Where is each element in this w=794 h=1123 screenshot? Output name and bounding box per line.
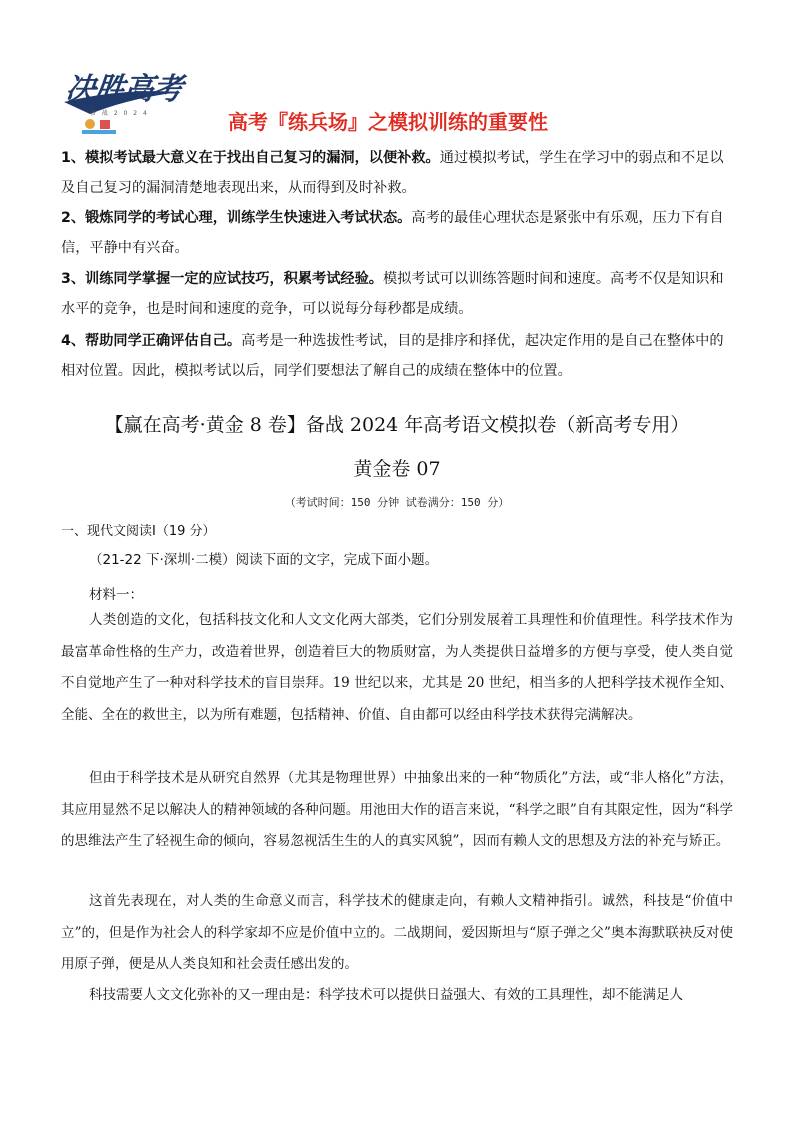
section-instruction: （21-22 下·深圳·二模）阅读下面的文字，完成下面小题。: [89, 552, 439, 568]
banner-title: 高考『练兵场』之模拟训练的重要性: [228, 110, 548, 134]
point-2-text: 高考的最佳心理状态是紧张中有乐观，压力下有自信，平静中有兴奋。: [61, 210, 724, 256]
point-3: [61, 264, 733, 324]
material-label: 材料一：: [89, 587, 143, 603]
exam-subtitle: 黄金卷 07: [353, 458, 441, 480]
section-heading: 一、现代文阅读Ⅰ（19 分）: [61, 524, 216, 539]
exam-info: （考试时间：150 分钟 试卷满分：150 分）: [284, 496, 510, 509]
paragraph-2: 但由于科学技术是从研究自然界（尤其是物理世界）中抽象出来的一种“物质化”方法，或“非人格化”方法，其应用显然不足以解决人的精神领域的各种问题。用池田大作的语言来说，“科学之眼”自有其限定性，因为“科学的思维法产生了轻视生命的倾向，容易忽视活生生的人的真实风貌”，因而有赖人文的思想及方法的补充与矫正。: [61, 770, 733, 849]
point-1: [61, 143, 733, 203]
point-3-bold: 3、训练同学掌握一定的应试技巧，积累考试经验。: [61, 271, 383, 287]
logo-text: 决胜高考: [63, 72, 184, 107]
point-2-bold: 2、锻炼同学的考试心理，训练学生快速进入考试状态。: [61, 210, 412, 226]
point-4-bold: 4、帮助同学正确评估自己。: [61, 333, 242, 349]
point-1-text: 通过模拟考试，学生在学习中的弱点和不足以及自己复习的漏洞清楚地表现出来，从而得到及时补救。: [61, 150, 724, 196]
point-2: [61, 203, 733, 263]
point-4-text: 高考是一种选拔性考试，目的是排序和择优，起决定作用的是自己在整体中的相对位置。因此，模拟考试以后，同学们要想法了解自己的成绩在整体中的位置。: [61, 333, 724, 379]
paragraph-1: 人类创造的文化，包括科技文化和人文文化两大部类，它们分别发展着工具理性和价值理性。科学技术作为最富革命性格的生产力，改造着世界，创造着巨大的物质财富，为人类提供日益增多的方便与享受，使人类自觉不自觉地产生了一种对科学技术的盲目崇拜。19 世纪以来，尤其是 20 世纪，相当多的人把科学技术视作全知、全能、全在的救世主，以为所有难题，包括精神、价值、自由都可以经由科学技术获得完满解决。: [61, 612, 733, 723]
paragraph-4: 科技需要人文文化弥补的又一理由是：科学技术可以提供日益强大、有效的工具理性，却不能满足人: [89, 987, 683, 1003]
point-3-text: 模拟考试可以训练答题时间和速度。高考不仅是知识和水平的竞争，也是时间和速度的竞争，可以说每分每秒都是成绩。: [61, 271, 724, 317]
logo: [60, 58, 184, 138]
point-4: [61, 326, 733, 386]
exam-title: 【赢在高考·黄金 8 卷】备战 2024 年高考语文模拟卷（新高考专用）: [104, 414, 690, 436]
logo-subtext: 备 战 2 0 2 4: [90, 110, 149, 117]
point-1-bold: 1、模拟考试最大意义在于找出自己复习的漏洞，以便补救。: [61, 150, 440, 166]
paragraph-3: 这首先表现在，对人类的生命意义而言，科学技术的健康走向，有赖人文精神指引。诚然，科技是“价值中立”的，但是作为社会人的科学家却不应是价值中立的。二战期间，爱因斯坦与“原子弹之父”奥本海默联袂反对使用原子弹，便是从人类良知和社会责任感出发的。: [61, 893, 733, 972]
